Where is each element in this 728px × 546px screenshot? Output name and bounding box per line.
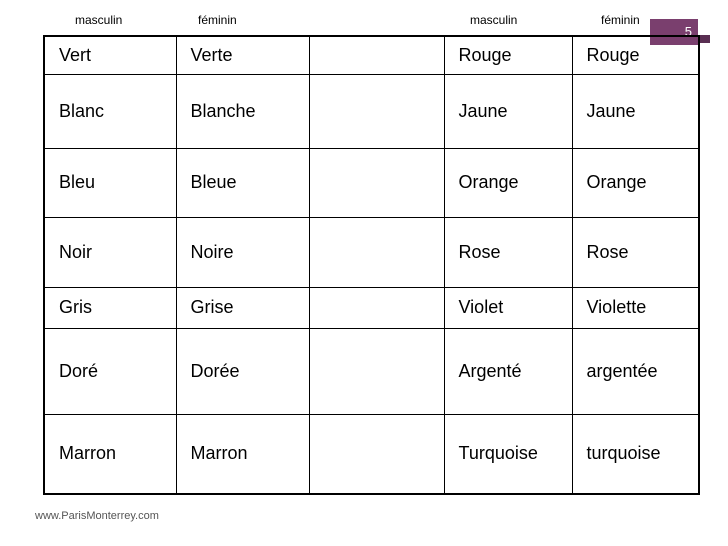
feminine-cell: turquoise [572, 414, 699, 494]
color-adjective-table [43, 35, 700, 495]
slide-number-badge: 5 [650, 19, 698, 45]
masculine-cell: Argenté [444, 328, 572, 414]
header-masculin-left: masculin [75, 13, 123, 27]
masculine-cell: Marron [44, 414, 176, 494]
masculine-cell: Violet [444, 287, 572, 328]
feminine-cell: Noire [176, 217, 309, 287]
table-row [44, 287, 699, 328]
masculine-cell: Gris [44, 287, 176, 328]
feminine-cell: Rose [572, 217, 699, 287]
masculine-cell: Bleu [44, 148, 176, 217]
feminine-cell: Bleue [176, 148, 309, 217]
feminine-cell: Jaune [572, 74, 699, 148]
feminine-cell: Blanche [176, 74, 309, 148]
header-feminin-left: féminin [198, 13, 237, 27]
table-row [44, 217, 699, 287]
feminine-cell: Dorée [176, 328, 309, 414]
empty-cell [309, 148, 444, 217]
masculine-cell: Doré [44, 328, 176, 414]
table-row [44, 36, 699, 74]
table-row [44, 74, 699, 148]
table-row [44, 148, 699, 217]
header-feminin-right: féminin [601, 13, 640, 27]
feminine-cell: Rouge [572, 36, 699, 74]
feminine-cell: Marron [176, 414, 309, 494]
masculine-cell: Noir [44, 217, 176, 287]
footer-website: www.ParisMonterrey.com [35, 510, 159, 522]
masculine-cell: Blanc [44, 74, 176, 148]
header-masculin-right: masculin [470, 13, 518, 27]
feminine-cell: Grise [176, 287, 309, 328]
masculine-cell: Orange [444, 148, 572, 217]
feminine-cell: Orange [572, 148, 699, 217]
masculine-cell: Vert [44, 36, 176, 74]
masculine-cell: Rose [444, 217, 572, 287]
feminine-cell: Violette [572, 287, 699, 328]
feminine-cell: Verte [176, 36, 309, 74]
feminine-cell: argentée [572, 328, 699, 414]
empty-cell [309, 287, 444, 328]
table-row [44, 414, 699, 494]
empty-cell [309, 328, 444, 414]
empty-cell [309, 36, 444, 74]
empty-cell [309, 74, 444, 148]
empty-cell [309, 414, 444, 494]
masculine-cell: Rouge [444, 36, 572, 74]
masculine-cell: Jaune [444, 74, 572, 148]
masculine-cell: Turquoise [444, 414, 572, 494]
table-row [44, 328, 699, 414]
empty-cell [309, 217, 444, 287]
